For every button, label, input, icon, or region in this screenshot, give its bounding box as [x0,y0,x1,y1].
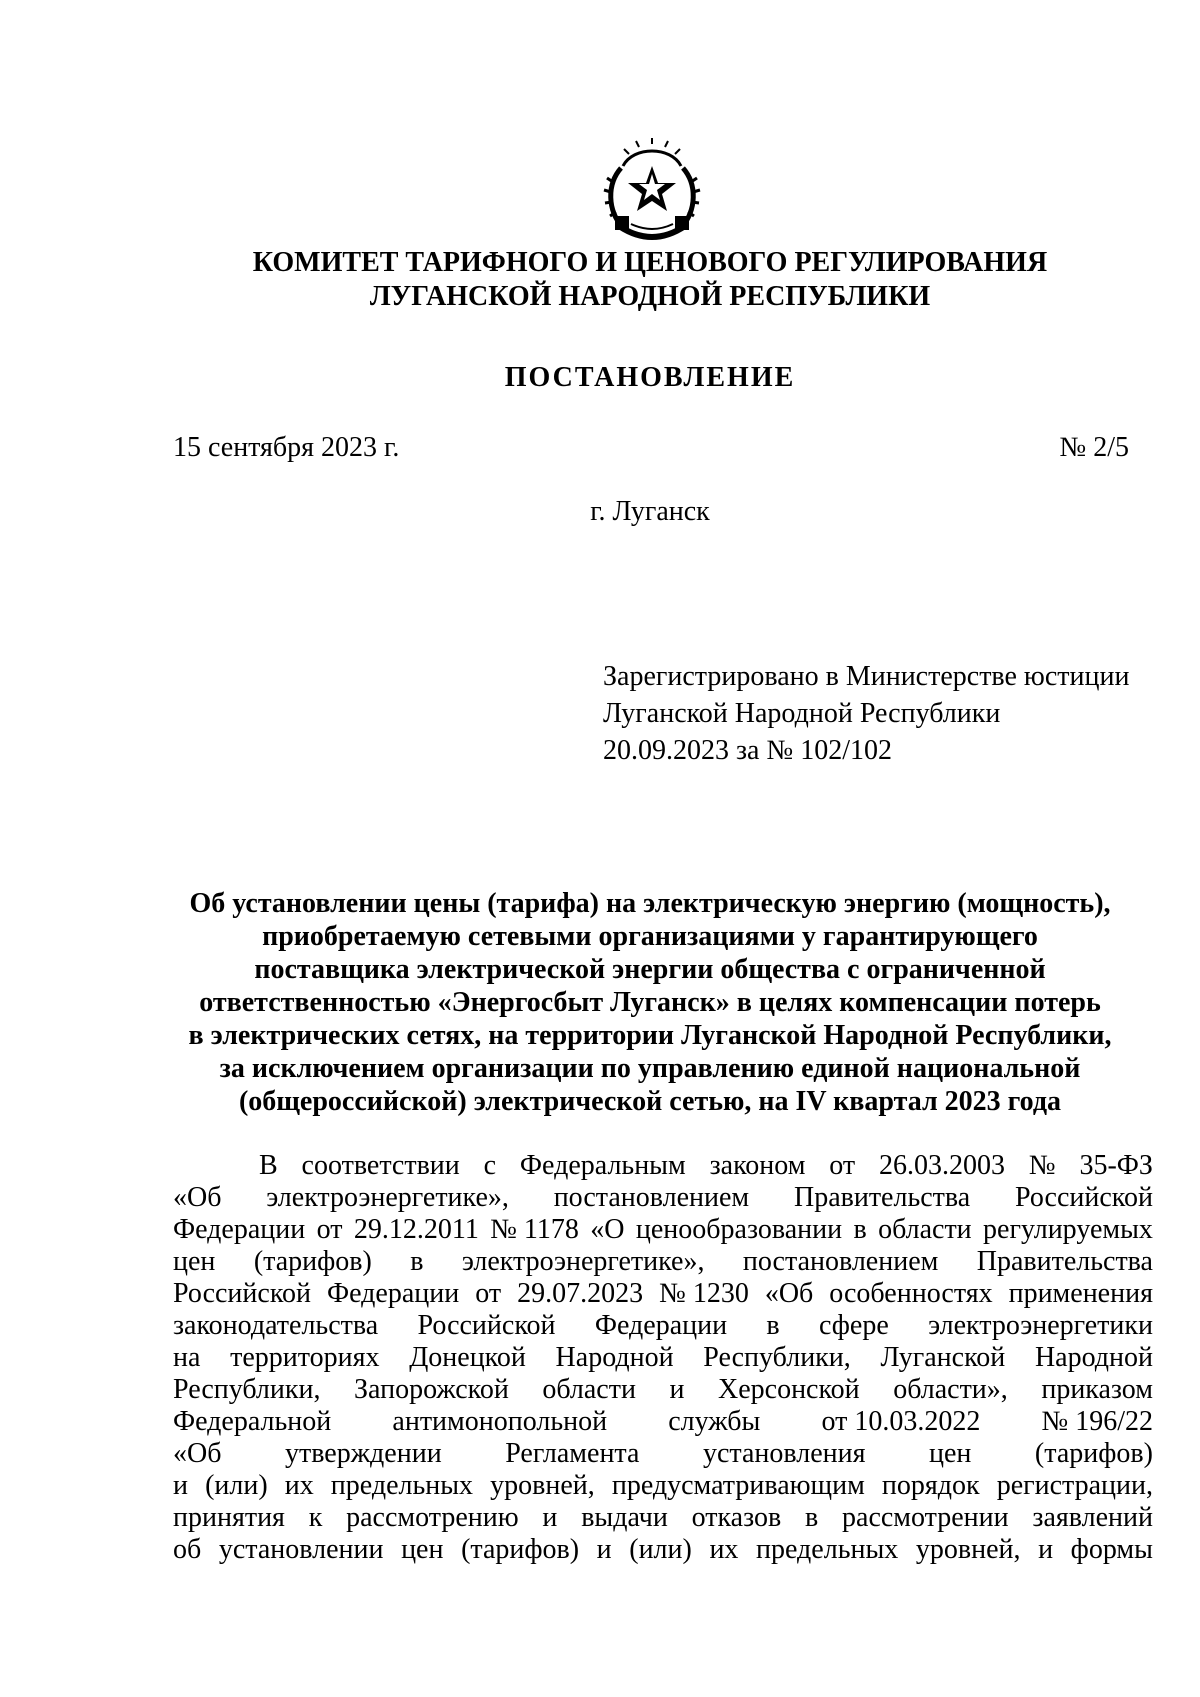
decree-subject-title [150,887,1150,1118]
body-word: № 1230 [659,1278,749,1309]
subject-line: ответственностью «Энергосбыт Луганск» в целях компенсации потерь [199,987,1101,1018]
committee-name-line1: КОМИТЕТ ТАРИФНОГО И ЦЕНОВОГО РЕГУЛИРОВАНИЯ [252,247,1048,278]
body-word: в [853,1214,867,1245]
body-word: рассмотрению [346,1502,519,1533]
coat-of-arms-emblem [601,138,703,246]
body-word: Республики, [173,1374,321,1405]
body-word: (тарифов) [1034,1438,1153,1469]
registration-line: Зарегистрировано в Министерстве юстиции [603,661,1130,692]
body-line [173,1438,1153,1470]
body-word: их [284,1470,314,1501]
body-word: (тарифов) [461,1534,580,1565]
body-word: Правительства [976,1246,1153,1277]
body-word: области [542,1374,636,1405]
body-word: от [316,1214,343,1245]
body-word: Федерации [594,1310,728,1341]
body-word: области [878,1214,972,1245]
body-word: 26.03.2003 [879,1150,1006,1181]
body-word: Российской [1014,1182,1153,1213]
subject-line: поставщика электрической энергии общества с ограниченной [254,954,1046,985]
body-word: № [1028,1150,1056,1181]
body-word: (тарифов) [253,1246,372,1277]
body-word: Республики, [703,1342,851,1373]
body-word: приказом [1041,1374,1153,1405]
registration-line: Луганской Народной Республики [603,698,1001,729]
body-word: Луганской [880,1342,1006,1373]
decree-date: 15 сентября 2023 г. [173,432,400,463]
body-word: порядок [881,1470,980,1501]
subject-line: в электрических сетях, на территории Луганской Народной Республики, [188,1020,1112,1051]
body-word: службы [668,1406,761,1437]
body-word: в [805,1502,819,1533]
body-word: Федеральным [519,1150,686,1181]
body-word: цен [929,1438,972,1469]
body-line [173,1502,1153,1534]
body-word: законодательства [173,1310,379,1341]
body-word: Правительства [793,1182,971,1213]
body-word: в [766,1310,780,1341]
body-word: электроэнергетике», [266,1182,509,1213]
body-line [173,1406,1153,1438]
decree-number: № 2/5 [1059,432,1129,463]
body-word: и [542,1502,558,1533]
registration-stamp [603,658,1129,769]
body-word: антимонопольной [392,1406,608,1437]
body-word: от [475,1278,502,1309]
body-word: 29.12.2011 [353,1214,479,1245]
body-line [173,1278,1153,1310]
body-word: на [173,1342,201,1373]
body-word: 35-ФЗ [1079,1150,1153,1181]
body-word: рассмотрении [842,1502,1009,1533]
body-word: от 10.03.2022 [821,1406,981,1437]
body-word: и [596,1534,612,1565]
body-word: соответствии [301,1150,460,1181]
body-line [173,1150,1153,1182]
body-word: электроэнергетике», [461,1246,705,1277]
body-word: и [1038,1534,1054,1565]
body-word: Федерации [173,1214,306,1245]
body-word: об [173,1534,202,1565]
body-word: заявлений [1032,1502,1153,1533]
body-word: особенностях [829,1278,993,1309]
body-word: территориях [230,1342,380,1373]
body-word: отказов [691,1502,782,1533]
body-word: к [308,1502,323,1533]
body-word: регистрации, [996,1470,1153,1501]
body-line [173,1182,1153,1214]
body-word: применения [1008,1278,1153,1309]
body-word: области», [893,1374,1008,1405]
body-word: постановлением [742,1246,939,1277]
body-word: регулируемых [983,1214,1153,1245]
document-type-title: ПОСТАНОВЛЕНИЕ [504,362,796,393]
committee-name-line2: ЛУГАНСКОЙ НАРОДНОЙ РЕСПУБЛИКИ [369,281,931,312]
body-word: 29.07.2023 [517,1278,644,1309]
body-word: от [829,1150,856,1181]
body-word: Народной [555,1342,674,1373]
body-word: Херсонской [718,1374,860,1405]
body-word: Российской [173,1278,311,1309]
registration-line: 20.09.2023 за № 102/102 [603,735,892,766]
body-word: установления [702,1438,866,1469]
subject-line: Об установлении цены (тарифа) на электрическую энергию (мощность), [189,888,1111,919]
subject-line: за исключением организации по управлению единой национальной [219,1053,1081,1084]
body-word: Федерации [327,1278,460,1309]
body-word: сфере [819,1310,889,1341]
body-word: «Об [173,1438,222,1469]
decree-city: г. Луганск [590,496,710,527]
body-word: «Об [173,1182,222,1213]
body-word: цен [173,1246,216,1277]
body-word: электроэнергетики [928,1310,1153,1341]
body-word: формы [1070,1534,1153,1565]
body-word: и [173,1470,188,1501]
body-word: цен [401,1534,444,1565]
body-word: их [709,1534,739,1565]
body-word: Регламента [505,1438,640,1469]
body-word: предусматривающим [611,1470,865,1501]
body-line [173,1470,1153,1502]
body-word: Донецкой [409,1342,526,1373]
body-word: с [483,1150,497,1181]
body-word: № 196/22 [1041,1406,1153,1437]
body-word: выдачи [581,1502,668,1533]
body-word: принятия [173,1502,285,1533]
body-line [173,1246,1153,1278]
body-word: уровней, [915,1534,1021,1565]
body-line [173,1214,1153,1246]
body-word: в [410,1246,424,1277]
body-word: (или) [629,1534,692,1565]
body-word: Российской [417,1310,556,1341]
body-word: постановлением [553,1182,750,1213]
subject-line: приобретаемую сетевыми организациями у гарантирующего [262,921,1038,952]
body-line [173,1310,1153,1342]
body-word: «Об [764,1278,814,1309]
body-word: (или) [205,1470,268,1501]
body-line [173,1374,1153,1406]
body-word: В [259,1150,278,1181]
body-word: предельных [330,1470,474,1501]
body-word: ценообразовании [635,1214,843,1245]
body-line [173,1342,1153,1374]
body-word: предельных [756,1534,899,1565]
subject-line: (общероссийской) электрической сетью, на IV квартал 2023 года [238,1086,1062,1117]
body-word: утверждении [284,1438,442,1469]
body-word: и [669,1374,685,1405]
body-line [173,1534,1153,1566]
body-word: установлении [218,1534,384,1565]
body-word: законом [709,1150,806,1181]
body-word: «О [590,1214,625,1245]
body-word: Запорожской [354,1374,509,1405]
body-word: № 1178 [490,1214,579,1245]
body-word: Федеральной [173,1406,332,1437]
body-word: Народной [1034,1342,1153,1373]
body-word: уровней, [490,1470,595,1501]
decree-body-paragraph [173,1150,1153,1566]
